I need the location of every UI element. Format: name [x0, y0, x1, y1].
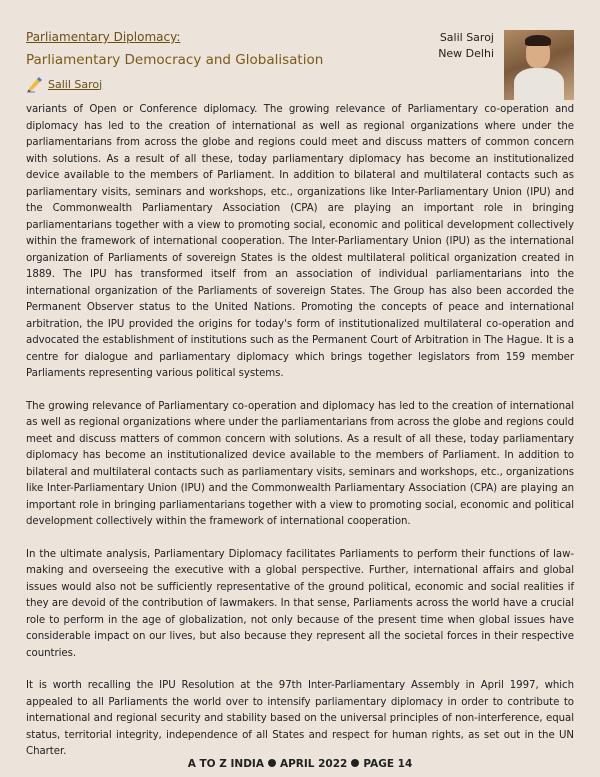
author-link[interactable]: Salil Saroj	[48, 77, 103, 91]
author-name: Salil Saroj	[439, 31, 494, 44]
paragraph: In the ultimate analysis, Parliamentary Diplomacy facilitates Parliaments to perform their functions of law-making and overseeing the executive with a global perspective. Further, international affairs and global issues would also not be sufficiently representative of the ground political, economic and social realities if they are devoid of the contribution of lawmakers. In that sense, Parliaments across the world have a crucial role to perform in the age of globalization, not only because of the present time when global issues have considerable impact on our lives, but also because they represent all the societal forces in their respective countries.	[26, 548, 574, 659]
author-photo	[504, 30, 574, 100]
paragraph: It is worth recalling the IPU Resolution at the 97th Inter-Parliamentary Assembly in April 1997, which appealed to all Parliaments the world over to intensify parliamentary diplomacy in order to contribute to international and regional security and stability based on the universal principles of non-interference, equal status, territorial integrity, independence of all States and respect for human rights, as set out in the UN Charter.	[26, 680, 574, 757]
bullet-icon	[268, 759, 276, 767]
author-byline	[26, 75, 102, 93]
article-header	[26, 30, 574, 100]
article-body	[26, 102, 574, 777]
paragraph: The growing relevance of Parliamentary co-operation and diplomacy has led to the creation of international as well as regional organizations where under the parliamentarians from across the globe and regions could meet and discuss matters of common concern with solutions. As a result of all these, today parliamentary diplomacy has become an institutionalized device available to the members of Parliament. In addition to bilateral and multilateral contacts such as parliamentary visits, seminars and workshops, etc., organizations like Inter-Parliamentary Union (IPU) and the Commonwealth Parliamentary Association (CPA) are playing an important role in bringing parliamentarians together with a view to promoting social, economic and political development collectively within the framework of international cooperation.	[26, 400, 574, 527]
pen-writing-icon	[26, 75, 44, 93]
author-info	[438, 30, 494, 62]
paragraph: variants of Open or Conference diplomacy. The growing relevance of Parliamentary co-operation and diplomacy has led to the creation of international as well as regional organizations where under the parliamentarians from across the globe and regions could meet and discuss matters of common concern with solutions. As a result of all these, today parliamentary diplomacy has become an institutionalized device available to the members of Parliament. In addition to bilateral and multilateral contacts such as parliamentary visits, seminars and workshops, etc., organizations like Inter-Parliamentary Union (IPU) and the Commonwealth Parliamentary Association (CPA) are playing an important role in bringing parliamentarians together with a view to promoting social, economic and political development collectively within the framework of international cooperation. The Inter-Parliamentary Union (IPU) as the international organization of Parliaments of sovereign States is the oldest multilateral political organization created in 1889. The IPU has transformed itself from an association of individual parliamentarians into the international organization of the Parliaments of sovereign States. The Group has also been accorded the Permanent Observer status to the United Nations. Promoting the concepts of peace and international arbitration, the IPU provided the origins for today's form of institutionalized multilateral co-operation and advocated the establishment of institutions such as the Permanent Court of Arbitration in The Hague. It is a centre for dialogue and parliamentary diplomacy which brings together legislators from 159 member Parliaments representing various political systems.	[26, 104, 574, 379]
author-city: New Delhi	[438, 47, 494, 60]
footer-page: PAGE 14	[363, 758, 413, 770]
footer-publication: A TO Z INDIA	[187, 758, 264, 770]
bullet-icon	[351, 759, 359, 767]
section-link[interactable]: Parliamentary Diplomacy:	[26, 30, 181, 44]
footer-issue: APRIL 2022	[279, 758, 348, 770]
page-footer	[0, 758, 600, 770]
article-subtitle: Parliamentary Democracy and Globalisation	[26, 52, 324, 68]
